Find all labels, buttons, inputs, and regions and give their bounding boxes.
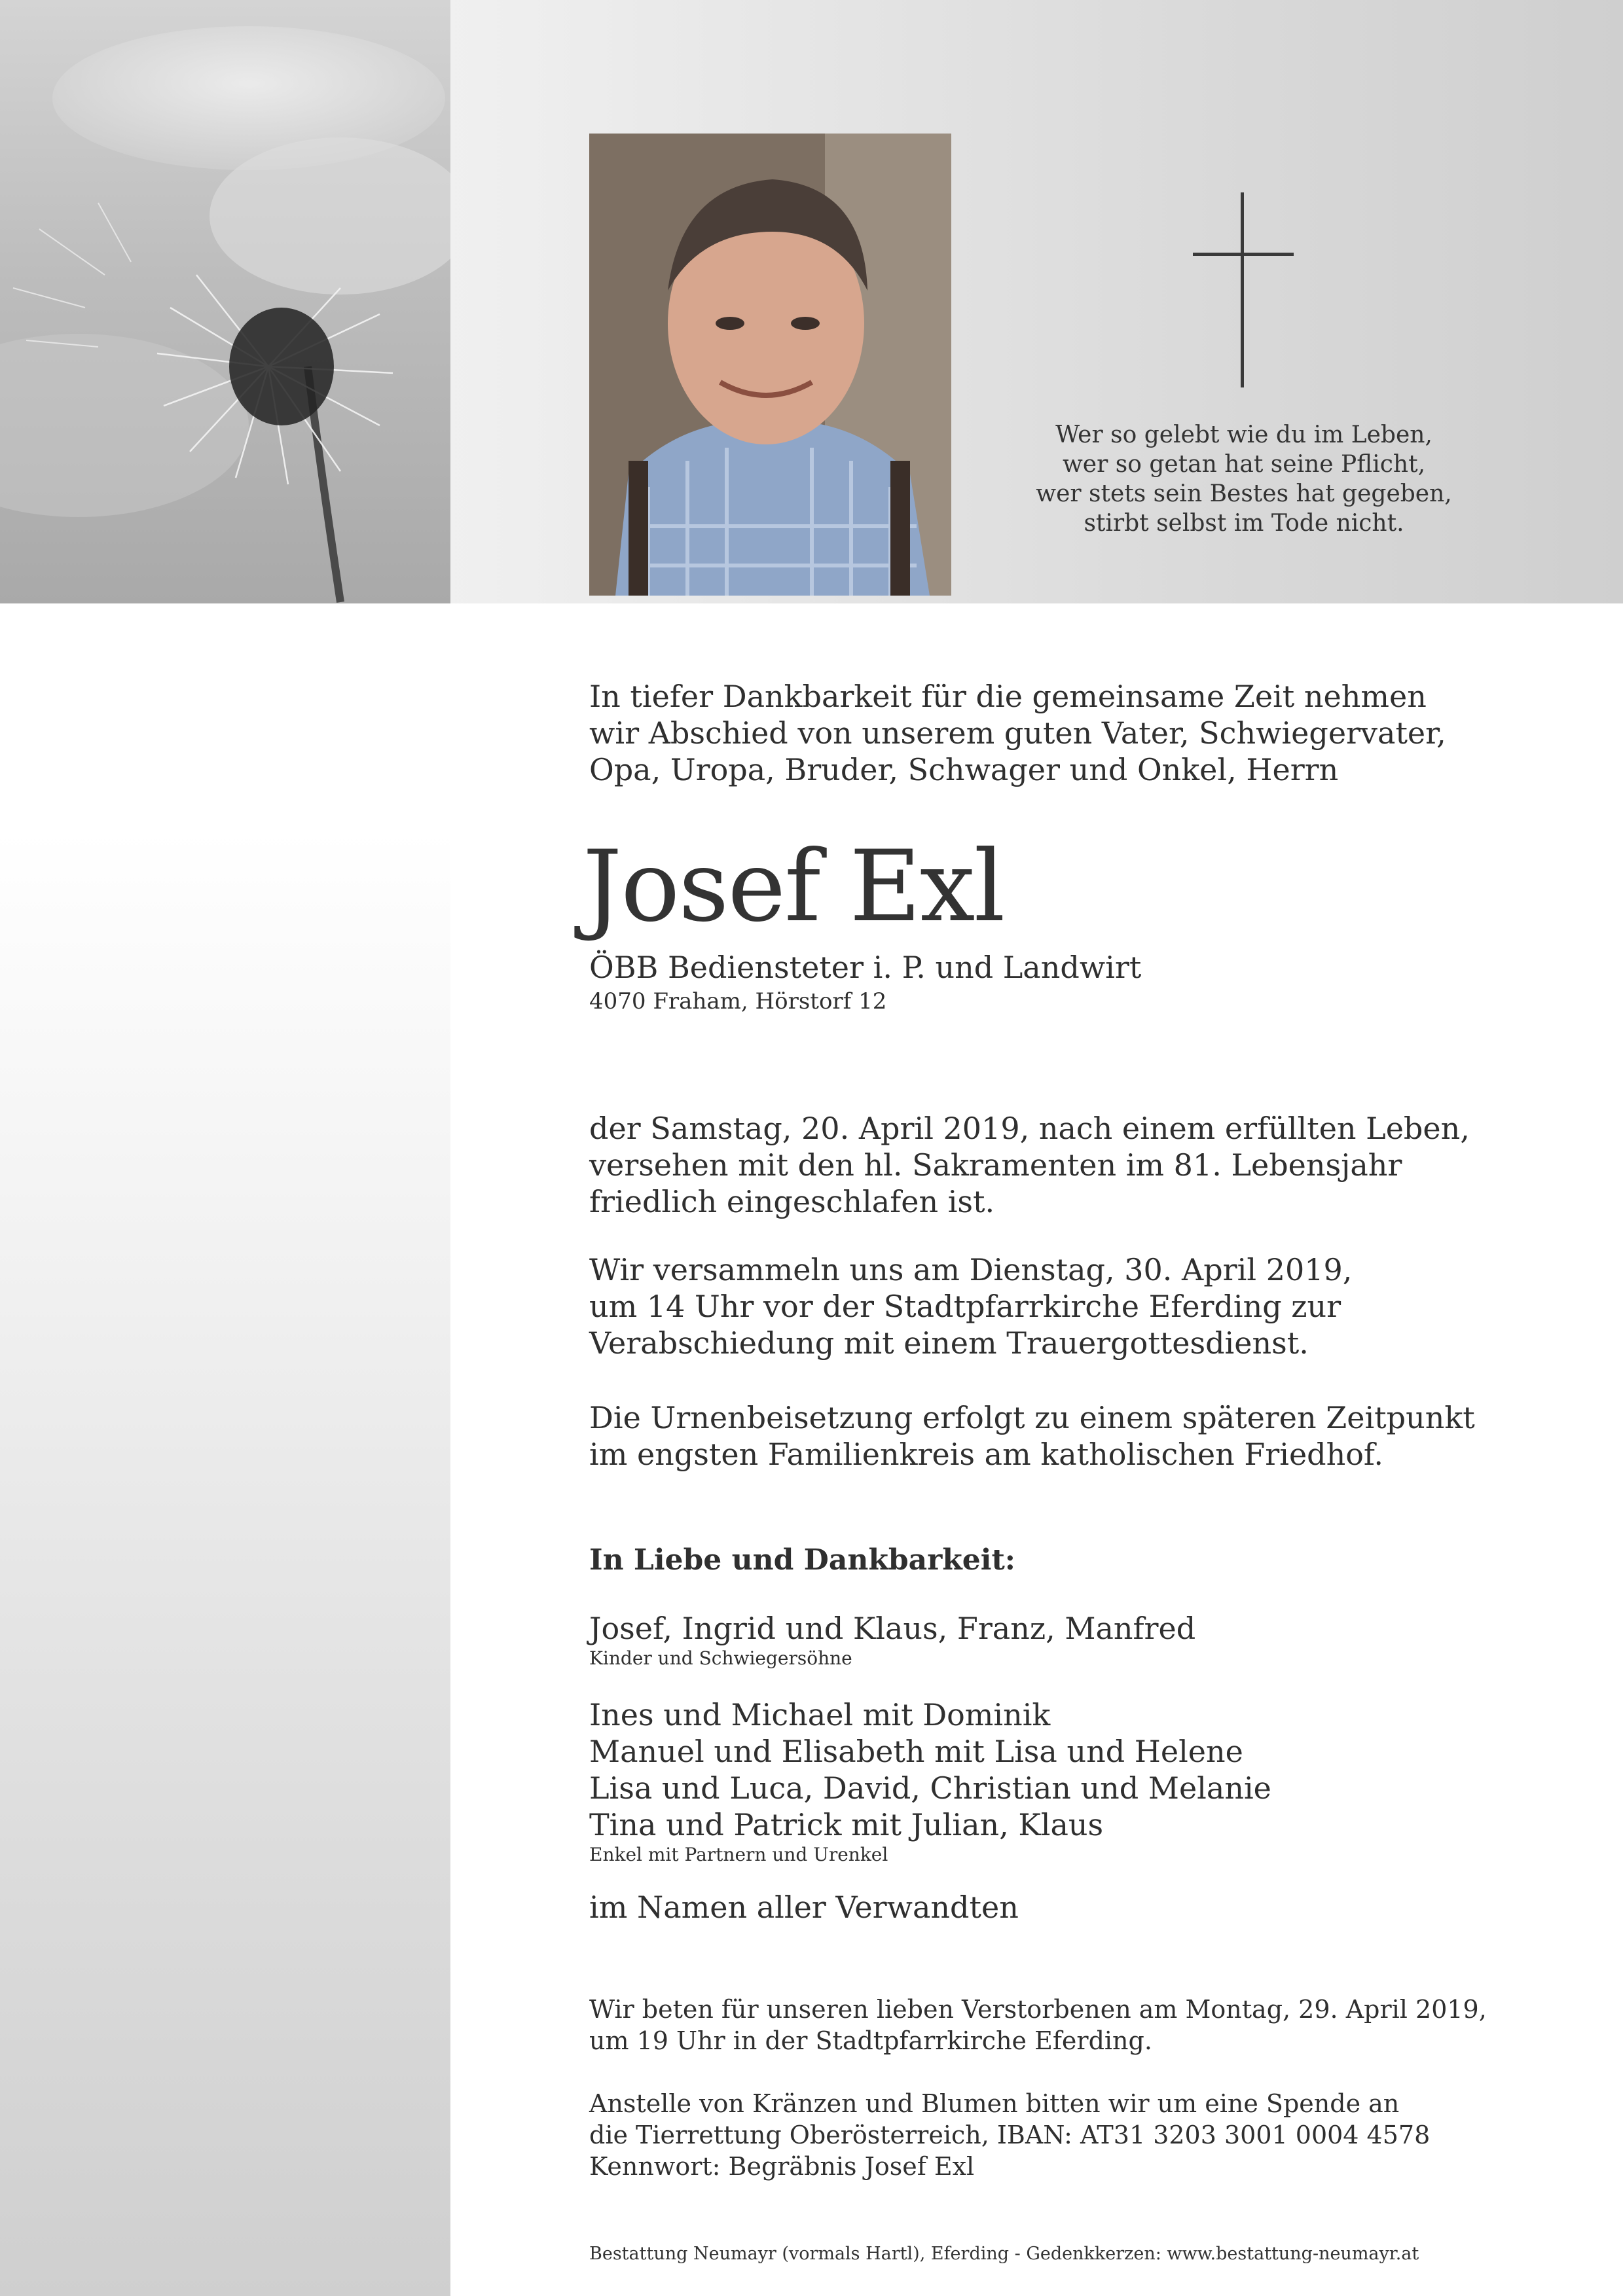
verse-line: Wer so gelebt wie du im Leben, [1055, 422, 1432, 448]
prayer-notice [589, 1994, 1487, 2056]
intro-text [589, 678, 1446, 788]
grandchildren-line: Lisa und Luca, David, Christian und Melanie [589, 1770, 1271, 1806]
intro-line: wir Abschied von unserem guten Vater, Schwiegervater, [589, 715, 1446, 751]
passing-line: versehen mit den hl. Sakramenten im 81. Lebensjahr [589, 1147, 1402, 1183]
intro-line: Opa, Uropa, Bruder, Schwager und Onkel, Herrn [589, 752, 1339, 787]
donation-line: Anstelle von Kränzen und Blumen bitten wir um eine Spende an [589, 2089, 1400, 2118]
grandchildren-line: Tina und Patrick mit Julian, Klaus [589, 1807, 1104, 1842]
memorial-verse [1021, 420, 1467, 538]
prayer-line: um 19 Uhr in der Stadtpfarrkirche Eferding. [589, 2026, 1152, 2055]
service-line: Wir versammeln uns am Dienstag, 30. April 2019, [589, 1252, 1353, 1287]
verse-line: stirbt selbst im Tode nicht. [1084, 510, 1404, 537]
mourners-heading: In Liebe und Dankbarkeit: [589, 1543, 1016, 1577]
prayer-line: Wir beten für unseren lieben Verstorbenen am Montag, 29. April 2019, [589, 1995, 1487, 2024]
burial-line: im engsten Familienkreis am katholischen Friedhof. [589, 1437, 1383, 1472]
intro-line: In tiefer Dankbarkeit für die gemeinsame Zeit nehmen [589, 679, 1427, 714]
grandchildren-group [589, 1696, 1271, 1867]
passing-paragraph [589, 1110, 1470, 1220]
passing-line: der Samstag, 20. April 2019, nach einem erfüllten Leben, [589, 1111, 1470, 1146]
deceased-profession: ÖBB Bediensteter i. P. und Landwirt [589, 950, 1142, 985]
donation-notice [589, 2088, 1430, 2182]
children-caption: Kinder und Schwiegersöhne [589, 1647, 852, 1669]
donation-line: Kennwort: Begräbnis Josef Exl [589, 2152, 975, 2181]
verse-line: wer so getan hat seine Pflicht, [1062, 451, 1426, 478]
dandelion-photo [0, 0, 450, 603]
cross-icon [1193, 192, 1294, 387]
service-line: um 14 Uhr vor der Stadtpfarrkirche Eferding zur [589, 1289, 1341, 1324]
children-group [589, 1610, 1195, 1670]
grandchildren-caption: Enkel mit Partnern und Urenkel [589, 1844, 888, 1865]
grandchildren-line: Manuel und Elisabeth mit Lisa und Helene [589, 1734, 1243, 1769]
deceased-address: 4070 Fraham, Hörstorf 12 [589, 988, 887, 1014]
grandchildren-line: Ines und Michael mit Dominik [589, 1697, 1051, 1732]
burial-line: Die Urnenbeisetzung erfolgt zu einem späteren Zeitpunkt [589, 1400, 1475, 1435]
portrait-photo [589, 134, 951, 596]
deceased-name: Josef Exl [583, 830, 1004, 944]
donation-line: die Tierrettung Oberösterreich, IBAN: AT31 3203 3001 0004 4578 [589, 2121, 1431, 2149]
funeral-home-imprint: Bestattung Neumayr (vormals Hartl), Eferding - Gedenkkerzen: www.bestattung-neumayr.at [589, 2244, 1419, 2264]
verse-line: wer stets sein Bestes hat gegeben, [1036, 480, 1452, 507]
relatives-closing: im Namen aller Verwandten [589, 1890, 1019, 1925]
passing-line: friedlich eingeschlafen ist. [589, 1184, 995, 1219]
children-names: Josef, Ingrid und Klaus, Franz, Manfred [589, 1611, 1196, 1646]
side-gradient-band [0, 831, 450, 2296]
service-paragraph [589, 1251, 1352, 1361]
service-line: Verabschiedung mit einem Trauergottesdienst. [589, 1325, 1309, 1361]
burial-paragraph [589, 1399, 1475, 1473]
